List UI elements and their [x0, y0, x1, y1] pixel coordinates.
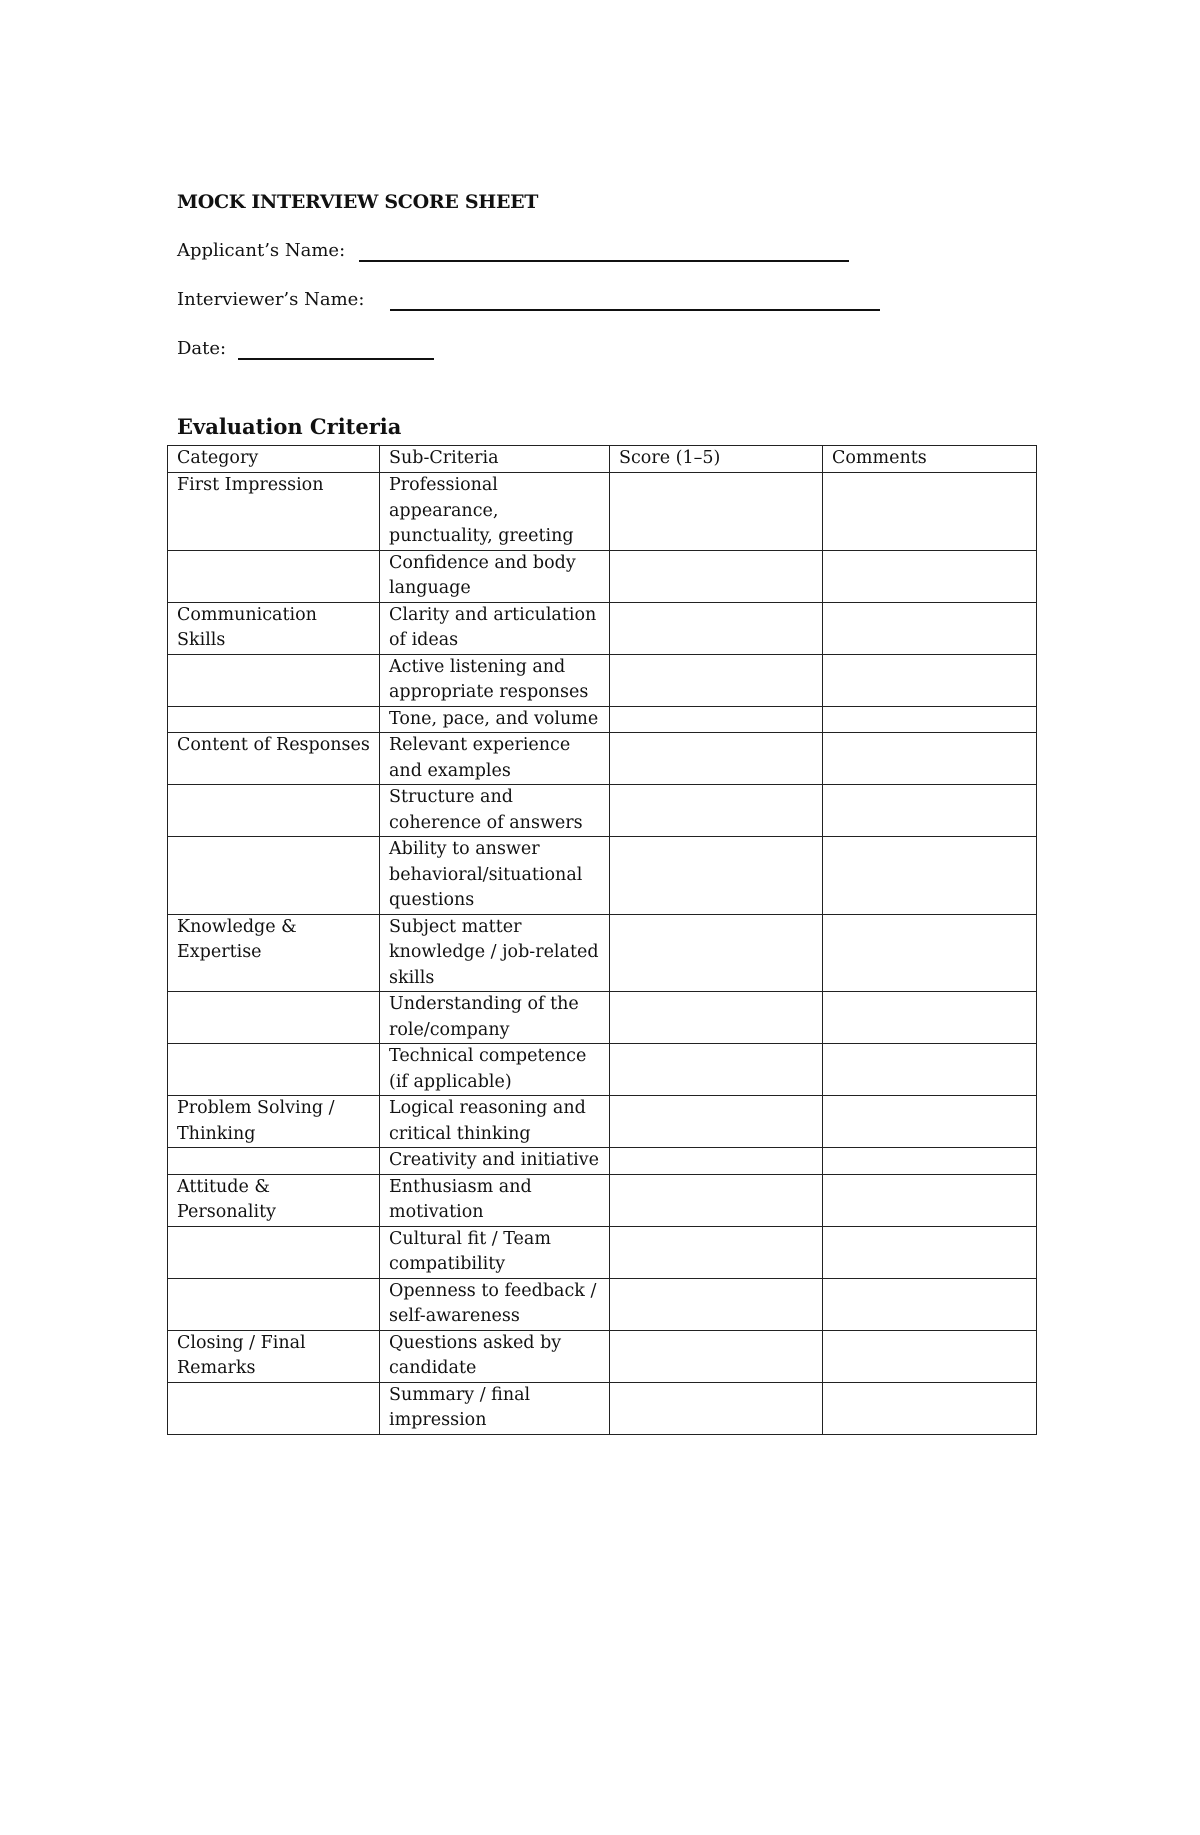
- date-label: Date:: [177, 338, 227, 359]
- comments-cell[interactable]: [823, 1226, 1037, 1278]
- score-cell[interactable]: [610, 1330, 823, 1382]
- score-cell[interactable]: [610, 914, 823, 992]
- applicant-name-blank-line[interactable]: [359, 260, 849, 262]
- date-field: [177, 338, 226, 364]
- score-cell[interactable]: [610, 1096, 823, 1148]
- sub-criteria-cell: Active listening and appropriate responses: [380, 654, 610, 706]
- sub-criteria-cell: Ability to answer behavioral/situational questions: [380, 837, 610, 915]
- category-cell: [168, 992, 380, 1044]
- score-cell[interactable]: [610, 602, 823, 654]
- table-row: [168, 837, 1037, 915]
- score-cell[interactable]: [610, 733, 823, 785]
- table-row: [168, 1044, 1037, 1096]
- header-score: Score (1–5): [610, 446, 823, 473]
- category-cell: [168, 1044, 380, 1096]
- comments-cell[interactable]: [823, 837, 1037, 915]
- comments-cell[interactable]: [823, 992, 1037, 1044]
- sub-criteria-cell: Professional appearance, punctuality, greeting: [380, 473, 610, 551]
- category-cell: Content of Responses: [168, 733, 380, 785]
- category-cell: Closing / Final Remarks: [168, 1330, 380, 1382]
- sub-criteria-cell: Summary / final impression: [380, 1382, 610, 1434]
- header-sub-criteria: Sub-Criteria: [380, 446, 610, 473]
- table-row: [168, 1096, 1037, 1148]
- table-row: [168, 473, 1037, 551]
- comments-cell[interactable]: [823, 550, 1037, 602]
- sub-criteria-cell: Cultural fit / Team compatibility: [380, 1226, 610, 1278]
- comments-cell[interactable]: [823, 1096, 1037, 1148]
- table-row: [168, 1148, 1037, 1175]
- sub-criteria-cell: Creativity and initiative: [380, 1148, 610, 1175]
- evaluation-criteria-table: [167, 445, 1037, 1435]
- score-cell[interactable]: [610, 654, 823, 706]
- comments-cell[interactable]: [823, 733, 1037, 785]
- comments-cell[interactable]: [823, 1044, 1037, 1096]
- comments-cell[interactable]: [823, 1278, 1037, 1330]
- table-row: [168, 602, 1037, 654]
- score-cell[interactable]: [610, 1278, 823, 1330]
- comments-cell[interactable]: [823, 1148, 1037, 1175]
- category-cell: [168, 1382, 380, 1434]
- comments-cell[interactable]: [823, 706, 1037, 733]
- score-cell[interactable]: [610, 1226, 823, 1278]
- sub-criteria-cell: Subject matter knowledge / job-related skills: [380, 914, 610, 992]
- comments-cell[interactable]: [823, 914, 1037, 992]
- applicant-name-field: [177, 240, 345, 266]
- sub-criteria-cell: Openness to feedback / self-awareness: [380, 1278, 610, 1330]
- table-row: [168, 992, 1037, 1044]
- table-row: [168, 1226, 1037, 1278]
- sub-criteria-cell: Enthusiasm and motivation: [380, 1174, 610, 1226]
- table-row: [168, 785, 1037, 837]
- category-cell: [168, 837, 380, 915]
- sub-criteria-cell: Clarity and articulation of ideas: [380, 602, 610, 654]
- comments-cell[interactable]: [823, 473, 1037, 551]
- table-row: [168, 733, 1037, 785]
- table-row: [168, 1174, 1037, 1226]
- table-row: [168, 706, 1037, 733]
- comments-cell[interactable]: [823, 785, 1037, 837]
- category-cell: [168, 654, 380, 706]
- sub-criteria-cell: Structure and coherence of answers: [380, 785, 610, 837]
- comments-cell[interactable]: [823, 654, 1037, 706]
- score-cell[interactable]: [610, 785, 823, 837]
- category-cell: [168, 1148, 380, 1175]
- category-cell: [168, 785, 380, 837]
- score-cell[interactable]: [610, 1148, 823, 1175]
- table-row: [168, 1330, 1037, 1382]
- score-cell[interactable]: [610, 1174, 823, 1226]
- sub-criteria-cell: Technical competence (if applicable): [380, 1044, 610, 1096]
- sub-criteria-cell: Logical reasoning and critical thinking: [380, 1096, 610, 1148]
- table-row: [168, 654, 1037, 706]
- score-cell[interactable]: [610, 473, 823, 551]
- category-cell: [168, 1226, 380, 1278]
- comments-cell[interactable]: [823, 602, 1037, 654]
- header-category: Category: [168, 446, 380, 473]
- header-comments: Comments: [823, 446, 1037, 473]
- date-blank-line[interactable]: [238, 358, 434, 360]
- category-cell: [168, 550, 380, 602]
- sub-criteria-cell: Relevant experience and examples: [380, 733, 610, 785]
- interviewer-name-label: Interviewer’s Name:: [177, 289, 365, 310]
- score-cell[interactable]: [610, 837, 823, 915]
- interviewer-name-field: [177, 289, 364, 315]
- category-cell: Problem Solving / Thinking: [168, 1096, 380, 1148]
- comments-cell[interactable]: [823, 1382, 1037, 1434]
- applicant-name-label: Applicant’s Name:: [177, 240, 346, 261]
- comments-cell[interactable]: [823, 1174, 1037, 1226]
- table-row: [168, 1382, 1037, 1434]
- category-cell: Knowledge & Expertise: [168, 914, 380, 992]
- category-cell: Communication Skills: [168, 602, 380, 654]
- score-cell[interactable]: [610, 992, 823, 1044]
- score-cell[interactable]: [610, 1382, 823, 1434]
- score-cell[interactable]: [610, 550, 823, 602]
- page-title: MOCK INTERVIEW SCORE SHEET: [177, 191, 539, 213]
- interviewer-name-blank-line[interactable]: [390, 309, 880, 311]
- sub-criteria-cell: Questions asked by candidate: [380, 1330, 610, 1382]
- category-cell: [168, 706, 380, 733]
- score-cell[interactable]: [610, 1044, 823, 1096]
- table-header-row: [168, 446, 1037, 473]
- table-row: [168, 914, 1037, 992]
- category-cell: Attitude & Personality: [168, 1174, 380, 1226]
- category-cell: [168, 1278, 380, 1330]
- sub-criteria-cell: Understanding of the role/company: [380, 992, 610, 1044]
- score-cell[interactable]: [610, 706, 823, 733]
- table-row: [168, 550, 1037, 602]
- comments-cell[interactable]: [823, 1330, 1037, 1382]
- table-row: [168, 1278, 1037, 1330]
- section-heading: Evaluation Criteria: [177, 414, 402, 439]
- category-cell: First Impression: [168, 473, 380, 551]
- sub-criteria-cell: Confidence and body language: [380, 550, 610, 602]
- sub-criteria-cell: Tone, pace, and volume: [380, 706, 610, 733]
